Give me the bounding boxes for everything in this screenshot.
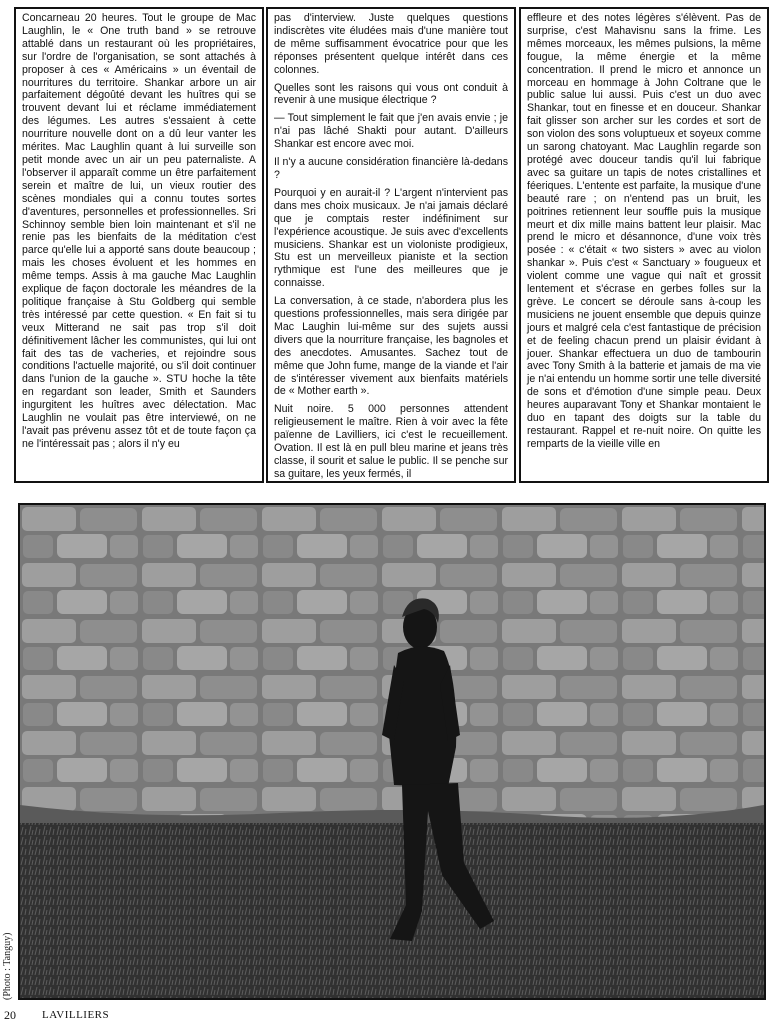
paragraph: Concarneau 20 heures. Tout le groupe de Mac Laughlin, le « One truth band » se retrouve attablé dans un restaurant où les propriétaires, sur l'ordre de l'organisation, se sont attachés à proposer à ces « Américains » un éventail de nourritures du territoire. Shankar arbore un air parfaitement dégoûté devant les huîtres qui se trouvent devant lui et réclame immédiatement des légumes. Les autres s'essaient à cette nourriture nouvelle dont on a dû leur vanter les mérites. Mac Laughlin quant à lui surveille son petit monde avec un air un peu paternaliste. A l'observer il apparaît comme un être parfaitement serein et maître de lui, un vieux routier des scènes mondiales qui a connu toutes sortes d'aventures, personnelles et professionnelles. Sri Schinnoy semble bien loin maintenant et s'il ne renie pas les bienfaits de la méditation c'est parce qu'elle lui a apporté sans doute beaucoup ; mais les choses évoluent et les hommes en même temps. Assis à ma gauche Mac Laughlin explique de façon doctorale les méandres de la politique française à Stu Goldberg qui semble très intéressé par cette question. « En fait si tu veux Mitterand ne sait pas trop s'il doit définitivement lâcher les communistes, qui lui ont fait des tas de vacheries, et rejoindre sous conditions l'actuelle majorité, ou s'il doit continuer dans l'union de la gauche ». STU hoche la tête en regardant son leader, Smith et Saunders ingurgitent les huîtres avec délectation. Mac Laughlin ne voulait pas être interviewé, on ne l'avait pas prévenu assez tôt et de toute façon ça ne l'intéressait pas ; alors il n'y eu xyxy=(22,12,256,450)
paragraph: effleure et des notes légères s'élèvent. Pas de surprise, c'est Mahavisnu sans la frime. Les mêmes morceaux, les mêmes pulsions, la même fougue, la même énergie et la même concentration. Il prend le micro et annonce un morceau en hommage à John Coltrane que le public salue lui aussi. Puis c'est un duo avec Shankar, tout en finesse et en douceur. Shankar fait glisser son archer sur les cordes et sort de son violon des sons voluptueux et soyeux comme un sarong chatoyant. Mac Laughlin regarde son protégé avec douceur tandis qu'il lui fabrique avec sa guitare un tapis de notes cristallines et féeriques. L'entente est parfaite, la musique d'une beauté rare ; on n'entend pas un bruit, les poitrines retiennent leur souffle puis la musique meurt et dix mille mains battent leur plaisir. Mac prend le micro et désannonce, d'une voix très posée : « c'était « two sisters » avec au violon shankar ». Puis c'est « Sanctuary » fougueux et violent comme une vague qui naît et grossit lentement et s'écrase en gerbes folles sur la grève. Le concert se déroule sans à-coup les musiciens ne jouent ensemble que depuis quinze jours et malgré cela c'est fantastique de précision et de feeling chacun prend un plaisir évidant à jouer. Shankar effectuera un duo de tambourin avec Tony Smith à la batterie et jamais de ma vie je n'ai entendu un homme sortir une telle diversité de sons et d'émotion d'une simple peau. Deux heures auparavant Tony et Shankar montaient le duo en tapant des doigts sur la table du restaurant. Rappel et re-nuit noire. On quitte les remparts de la vieille ville en xyxy=(527,12,761,450)
article-column-2 xyxy=(266,7,516,483)
article-column-3 xyxy=(519,7,769,483)
running-head: LAVILLIERS xyxy=(42,1009,110,1021)
photo-credit: (Photo : Tanguy) xyxy=(2,932,13,1000)
answer: Pourquoi y en aurait-il ? L'argent n'intervient pas dans mes choix musicaux. Je n'ai jamais déclaré que je comptais rester indéfiniment sur l'expérience acoustique. Je suis avec d'excellents musiciens. Shankar est un violoniste prodigieux, Stu est un merveilleux pianiste et la section rythmique est l'une des meilleures que je connaisse. xyxy=(274,186,508,290)
question: Quelles sont les raisons qui vous ont conduit à revenir à une musique électrique ? xyxy=(274,81,508,107)
paragraph: Nuit noire. 5 000 personnes attendent religieusement le maître. Rien à voir avec la fête païenne de Lavilliers, ici c'est le recueillement. Ovation. Il est là en pull bleu marine et jeans très classe, il sourit et salue le public. Il se penche sur sa guitare, les yeux fermés, il xyxy=(274,403,508,480)
question: Il n'y a aucune considération financière là-dedans ? xyxy=(274,156,508,181)
paragraph: La conversation, à ce stade, n'abordera plus les questions professionnelles, mais sera dirigée par Mac Laughin lui-même sur des sujets aussi divers que la nourriture française, les bagnoles et des anecdotes. Amusantes. Sachez tout de même que John fume, mange de la viande et l'air de s'intéresser vivement aux bienfaits matériels de « Mother earth ». xyxy=(274,295,508,398)
article-column-1 xyxy=(14,7,264,483)
paragraph: pas d'interview. Juste quelques questions indiscrètes vite éludées mais d'une manière tout de même suffisamment évocatrice pour que les réponses présentent quelque intérêt dans ces colonnes. xyxy=(274,12,508,76)
photo-man-walking-by-stone-wall xyxy=(18,503,766,1000)
answer: — Tout simplement le fait que j'en avais envie ; je n'ai pas lâché Shakti pour autant. D'ailleurs Shankar est encore avec moi. xyxy=(274,112,508,151)
page-number: 20 xyxy=(4,1008,16,1022)
